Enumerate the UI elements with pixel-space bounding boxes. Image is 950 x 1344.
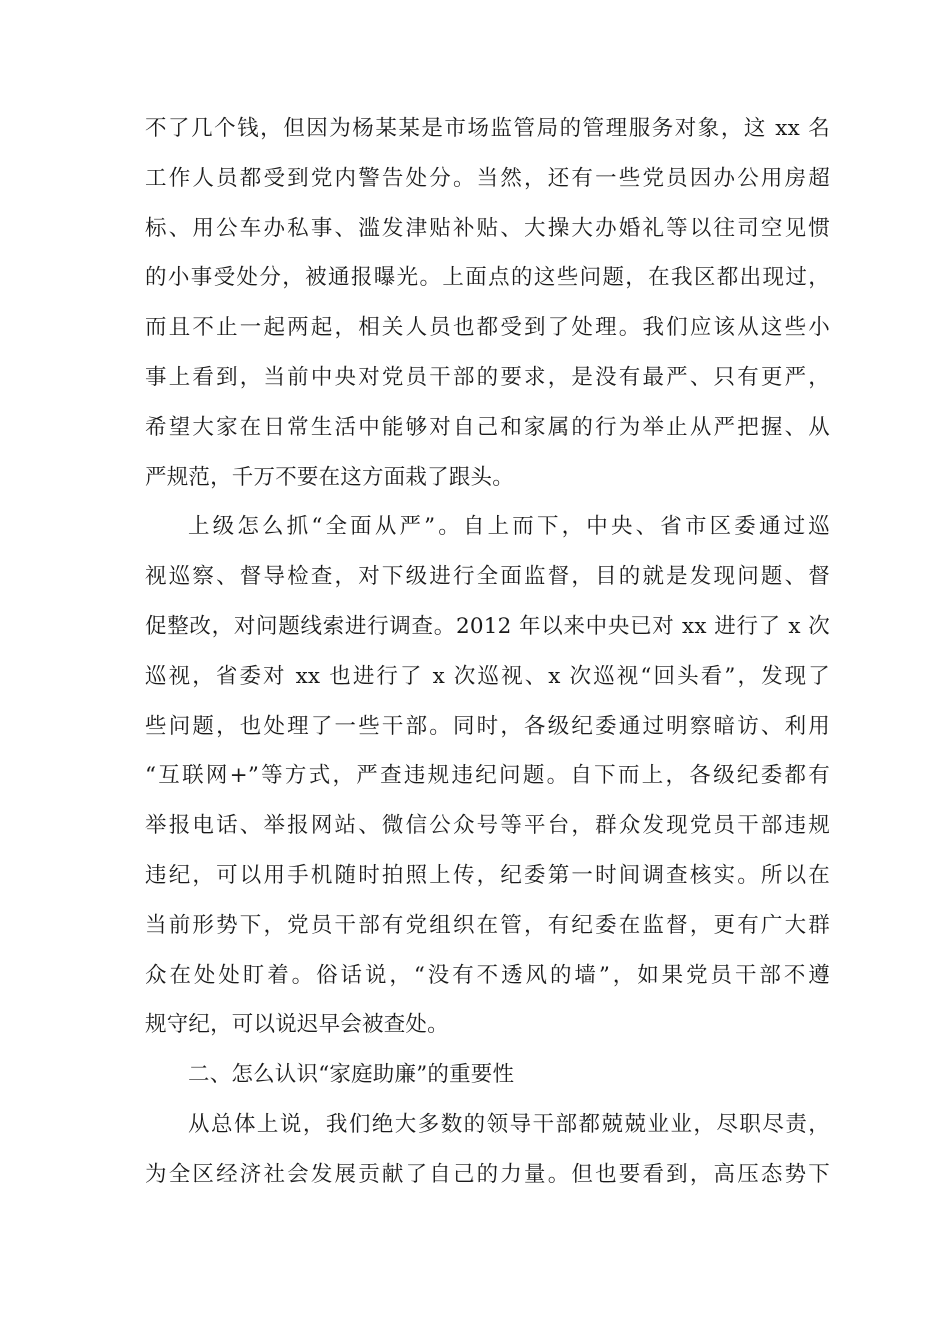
text-line: 严规范，千万不要在这方面栽了跟头。: [145, 464, 514, 490]
text-line: 众在处处盯着。俗话说，“没有不透风的墙”，如果党员干部不遵: [145, 962, 830, 988]
paragraph-start-line: 上级怎么抓“全面从严”。自上而下，中央、省市区委通过巡: [188, 514, 830, 540]
text-line: 促整改，对问题线索进行调查。2012 年以来中央已对 xx 进行了 x 次: [145, 613, 830, 639]
text-line: 而且不止一起两起，相关人员也都受到了处理。我们应该从这些小: [145, 315, 830, 341]
text-line: 希望大家在日常生活中能够对自己和家属的行为举止从严把握、从: [145, 414, 830, 440]
text-line: 当前形势下，党员干部有党组织在管，有纪委在监督，更有广大群: [145, 912, 830, 938]
paragraph-start-line: 从总体上说，我们绝大多数的领导干部都兢兢业业，尽职尽责，: [188, 1111, 830, 1137]
text-line: 巡视，省委对 xx 也进行了 x 次巡视、x 次巡视“回头看”，发现了: [145, 663, 830, 689]
text-line: 规守纪，可以说迟早会被查处。: [145, 1012, 449, 1038]
text-line: 视巡察、督导检查，对下级进行全面监督，目的就是发现问题、督: [145, 564, 830, 590]
text-line: 举报电话、举报网站、微信公众号等平台，群众发现党员干部违规: [145, 813, 830, 839]
text-line: 事上看到，当前中央对党员干部的要求，是没有最严、只有更严，: [145, 364, 830, 390]
text-line: 为全区经济社会发展贡献了自己的力量。但也要看到，高压态势下: [145, 1161, 830, 1187]
text-line: 标、用公车办私事、滥发津贴补贴、大操大办婚礼等以往司空见惯: [145, 215, 830, 241]
text-line: 些问题，也处理了一些干部。同时，各级纪委通过明察暗访、利用: [145, 713, 830, 739]
text-line: 不了几个钱，但因为杨某某是市场监管局的管理服务对象，这 xx 名: [145, 116, 830, 141]
text-line: “互联网+”等方式，严查违规违纪问题。自下而上，各级纪委都有: [145, 763, 830, 789]
text-line: 的小事受处分，被通报曝光。上面点的这些问题，在我区都出现过，: [145, 265, 830, 291]
section-heading: 二、怎么认识“家庭助廉”的重要性: [188, 1062, 515, 1088]
text-line: 工作人员都受到党内警告处分。当然，还有一些党员因办公用房超: [145, 165, 830, 191]
body-text: [145, 104, 830, 1200]
text-line: 违纪，可以用手机随时拍照上传，纪委第一时间调查核实。所以在: [145, 862, 830, 888]
